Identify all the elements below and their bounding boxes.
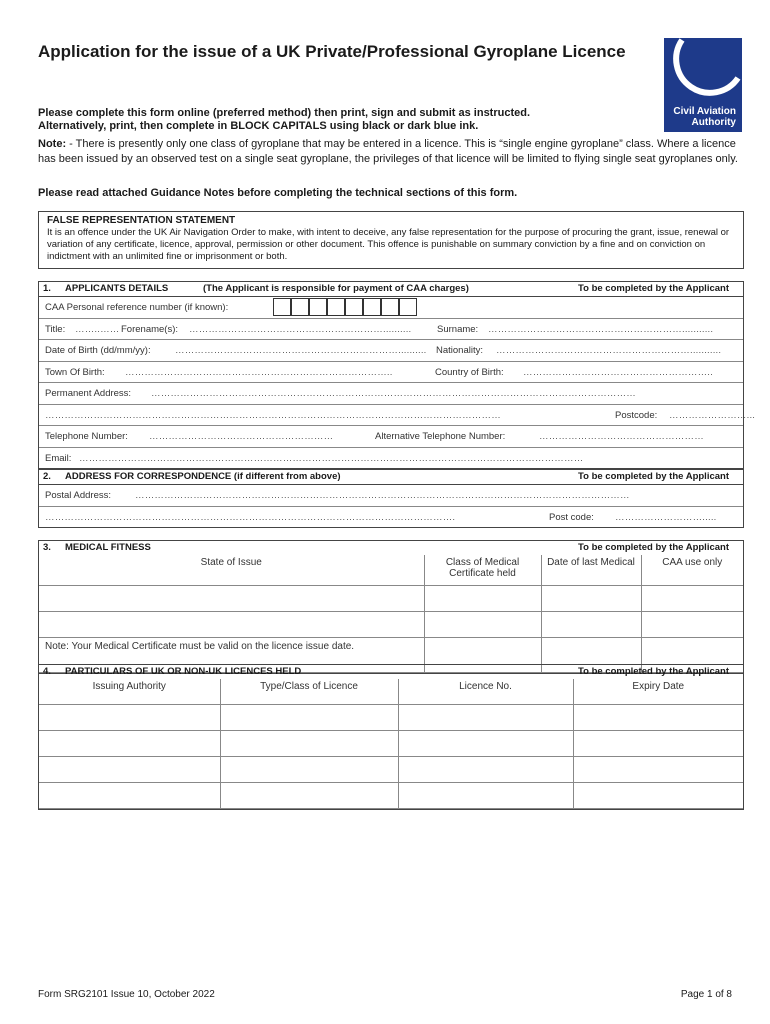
title-field[interactable]: ……..…… — [75, 323, 120, 335]
medical-class-cell[interactable] — [424, 612, 541, 638]
col-expiry-date: Expiry Date — [573, 679, 743, 705]
nationality-field[interactable]: ……………………………………………………........... — [496, 345, 722, 356]
dob-field[interactable]: …………………………………………………………….......... — [175, 345, 427, 356]
telephone-label: Telephone Number: — [45, 431, 128, 442]
page-number: Page 1 of 8 — [680, 989, 732, 1000]
col-class-of-medical: Class of Medical Certificate held — [424, 555, 541, 586]
section2-number: 2. — [43, 471, 51, 482]
col-state-of-issue: State of Issue — [39, 555, 424, 586]
col-type-class: Type/Class of Licence — [220, 679, 398, 705]
section4-completed-by: To be completed by the Applicant — [578, 666, 729, 677]
surname-label: Surname: — [437, 323, 479, 335]
surname-field[interactable]: ……………………………………………………........... — [488, 323, 714, 335]
intro-instructions — [38, 107, 638, 133]
post-code-label: Post code: — [549, 511, 594, 523]
name-row — [39, 319, 743, 341]
licence-number-cell[interactable] — [398, 731, 573, 757]
logo-text-line1: Civil Aviation — [673, 106, 736, 117]
false-representation-box — [38, 211, 744, 269]
postal-address-line2-field[interactable]: ………………………………………………………………………………………………………………. — [45, 511, 456, 523]
caa-reference-row — [39, 297, 743, 319]
alt-telephone-label: Alternative Telephone Number: — [375, 431, 506, 442]
medical-header-row — [39, 555, 743, 586]
caa-reference-digit[interactable] — [363, 298, 381, 316]
alt-telephone-field[interactable]: …………………………………………… — [539, 431, 704, 442]
section1-label: APPLICANTS DETAILS — [65, 283, 169, 294]
medical-class-cell[interactable] — [424, 586, 541, 612]
section1-completed-by: To be completed by the Applicant — [578, 283, 729, 294]
medical-note: Note: Your Medical Certificate must be valid on the licence issue date. — [39, 638, 424, 673]
col-issuing-authority: Issuing Authority — [39, 679, 220, 705]
phone-row — [39, 426, 743, 448]
caa-reference-digit[interactable] — [345, 298, 363, 316]
town-of-birth-field[interactable]: ……………………………………………………………………….. — [125, 366, 393, 378]
country-of-birth-field[interactable]: ………………………………………………….. — [523, 366, 713, 378]
section4-label: PARTICULARS OF UK OR NON-UK LICENCES HELD — [65, 666, 302, 677]
medical-date-cell[interactable] — [541, 586, 641, 612]
licence-row — [39, 757, 743, 783]
caa-logo — [664, 38, 742, 132]
caa-reference-digit[interactable] — [381, 298, 399, 316]
section1-header — [39, 282, 743, 297]
col-caa-use-only: CAA use only — [641, 555, 743, 586]
caa-reference-label: CAA Personal reference number (if known): — [45, 302, 229, 313]
postal-address-field[interactable]: ……………………………………………………………………………………………………………………………………… — [135, 490, 630, 501]
licence-row — [39, 731, 743, 757]
postal-address-label: Postal Address: — [45, 490, 112, 501]
telephone-field[interactable]: ………………………………………………… — [149, 431, 334, 442]
section-licences-held — [38, 664, 744, 810]
medical-caa-cell — [641, 612, 743, 638]
logo-text-line2: Authority — [691, 117, 736, 128]
permanent-address-field[interactable]: …………………………………………………………………………………………………………………………………… — [151, 388, 636, 399]
licence-authority-cell[interactable] — [39, 783, 220, 809]
licence-type-cell[interactable] — [220, 783, 398, 809]
caa-reference-digit[interactable] — [273, 298, 291, 316]
col-date-last-medical: Date of last Medical — [541, 555, 641, 586]
email-row — [39, 448, 743, 469]
caa-reference-digit[interactable] — [291, 298, 309, 316]
false-representation-text: It is an offence under the UK Air Navigation Order to make, with intent to deceive, any false representation for the purpose of procuring the grant, issue, renewal or variation of any certificate, licence, approval, permission or other document. This offence is punishable on summary conviction by a fine and on conviction on indictment with an unlimited fine or imprisonment or both. — [47, 227, 730, 262]
section3-number: 3. — [43, 542, 51, 553]
country-of-birth-label: Country of Birth: — [435, 366, 504, 378]
section4-header — [39, 665, 743, 679]
address-line2-row — [39, 405, 756, 427]
email-field[interactable]: ………………………………………………………………………………………………………………………………………… — [79, 452, 584, 464]
postal-address-row — [39, 485, 743, 507]
medical-state-cell[interactable] — [39, 612, 424, 638]
page-title: Application for the issue of a UK Private/Professional Gyroplane Licence — [38, 42, 626, 61]
licence-row — [39, 705, 743, 731]
dob-row — [39, 340, 743, 362]
licences-table — [39, 679, 743, 809]
licence-expiry-cell[interactable] — [573, 705, 743, 731]
medical-state-cell[interactable] — [39, 586, 424, 612]
licence-expiry-cell[interactable] — [573, 783, 743, 809]
licence-authority-cell[interactable] — [39, 731, 220, 757]
intro-line2: Alternatively, print, then complete in BLOCK CAPITALS using black or dark blue ink. — [38, 120, 479, 132]
section-medical-fitness — [38, 540, 744, 674]
address-row — [39, 383, 743, 405]
licence-row — [39, 783, 743, 809]
section2-completed-by: To be completed by the Applicant — [578, 471, 729, 482]
medical-row — [39, 586, 743, 612]
section4-number: 4. — [43, 666, 51, 677]
section1-number: 1. — [43, 283, 51, 294]
postal-address-line2-row — [39, 507, 743, 528]
birthplace-row — [39, 362, 743, 384]
caa-reference-digit[interactable] — [327, 298, 345, 316]
title-label: Title: — [45, 323, 66, 335]
section1-sublabel: (The Applicant is responsible for payment of CAA charges) — [203, 283, 469, 294]
licence-number-cell[interactable] — [398, 705, 573, 731]
licence-type-cell[interactable] — [220, 705, 398, 731]
licences-header-row — [39, 679, 743, 705]
licence-authority-cell[interactable] — [39, 705, 220, 731]
post-code-field[interactable]: ………………………..... — [615, 511, 717, 523]
col-licence-no: Licence No. — [398, 679, 573, 705]
note-paragraph — [38, 137, 738, 167]
section2-label: ADDRESS FOR CORRESPONDENCE (if different from above) — [65, 471, 341, 482]
section3-completed-by: To be completed by the Applicant — [578, 542, 729, 553]
note-text: - There is presently only one class of gyroplane that may be entered in a licence. This is “single engine gyroplane” class. Where a licence has been issued by an observed test on a single seat gyroplane, the privileges of that licence will be limited to flying single seat gyroplanes only. — [38, 138, 738, 165]
medical-table — [39, 555, 743, 673]
false-representation-heading: FALSE REPRESENTATION STATEMENT — [47, 215, 236, 226]
permanent-address-line2-field[interactable]: …………………………………………………………………………………………………………………………… — [45, 409, 501, 421]
medical-row — [39, 612, 743, 638]
permanent-address-label: Permanent Address: — [45, 388, 132, 399]
licence-type-cell[interactable] — [220, 757, 398, 783]
town-of-birth-label: Town Of Birth: — [45, 366, 105, 378]
form-reference: Form SRG2101 Issue 10, October 2022 — [38, 989, 215, 1000]
nationality-label: Nationality: — [436, 345, 483, 356]
licence-expiry-cell[interactable] — [573, 757, 743, 783]
postcode-label: Postcode: — [615, 409, 658, 421]
email-label: Email: — [45, 452, 72, 464]
dob-label: Date of Birth (dd/mm/yy): — [45, 345, 151, 356]
caa-reference-digit[interactable] — [309, 298, 327, 316]
section2-header — [39, 470, 743, 485]
licence-expiry-cell[interactable] — [573, 731, 743, 757]
intro-line1: Please complete this form online (preferred method) then print, sign and submit as instructed. — [38, 107, 531, 119]
section3-label: MEDICAL FITNESS — [65, 542, 151, 553]
section3-header — [39, 541, 743, 555]
guidance-notice: Please read attached Guidance Notes before completing the technical sections of this form. — [38, 187, 518, 199]
medical-date-cell[interactable] — [541, 612, 641, 638]
forenames-field[interactable]: …………………………………………………….......... — [189, 323, 412, 335]
section-applicant-details — [38, 281, 756, 469]
postcode-field[interactable]: ……………………... — [669, 409, 756, 421]
licence-number-cell[interactable] — [398, 757, 573, 783]
forenames-label: Forename(s): — [121, 323, 179, 335]
licence-authority-cell[interactable] — [39, 757, 220, 783]
licence-type-cell[interactable] — [220, 731, 398, 757]
section-correspondence-address — [38, 469, 744, 528]
caa-reference-digit[interactable] — [399, 298, 417, 316]
note-label: Note: — [38, 138, 67, 150]
medical-caa-cell — [641, 586, 743, 612]
licence-number-cell[interactable] — [398, 783, 573, 809]
